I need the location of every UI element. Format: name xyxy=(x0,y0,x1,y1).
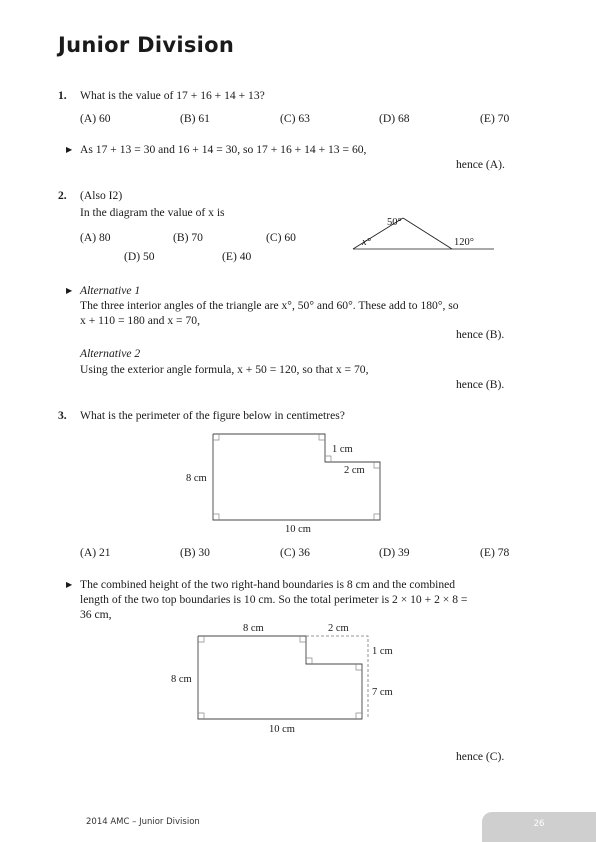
question-2-number: 2. xyxy=(58,189,67,202)
bullet-triangle-icon: ▶ xyxy=(66,286,73,295)
triangle-right-side xyxy=(403,218,452,249)
q3-option-d: (D) 39 xyxy=(379,546,410,559)
q3-solution-line-3: 36 cm, xyxy=(80,608,112,621)
figure-label-left: 8 cm xyxy=(186,473,207,484)
q1-solution: As 17 + 13 = 30 and 16 + 14 = 30, so 17 + 16 + 14 + 13 = 60, xyxy=(80,143,367,156)
solution-label-bottom: 10 cm xyxy=(269,724,295,735)
question-3-text: What is the perimeter of the figure below in centimetres? xyxy=(80,409,345,422)
solution-label-right-bottom: 7 cm xyxy=(372,687,393,698)
figure-label-bottom: 10 cm xyxy=(285,524,311,535)
bullet-triangle-icon: ▶ xyxy=(66,580,73,589)
q1-option-b: (B) 61 xyxy=(180,112,210,125)
q2-option-e: (E) 40 xyxy=(222,250,252,263)
alternative-1-line-2: x + 110 = 180 and x = 70, xyxy=(80,314,200,327)
question-1-text: What is the value of 17 + 16 + 14 + 13? xyxy=(80,89,265,102)
q3-option-e: (E) 78 xyxy=(480,546,510,559)
angle-label-x: x° xyxy=(362,237,371,248)
alternative-2-title: Alternative 2 xyxy=(80,347,141,360)
q1-option-a: (A) 60 xyxy=(80,112,111,125)
question-1-number: 1. xyxy=(58,89,67,102)
alternative-2-line-1: Using the exterior angle formula, x + 50 = 120, so that x = 70, xyxy=(80,363,369,376)
q2-option-d: (D) 50 xyxy=(124,250,155,263)
solution-figure-outline xyxy=(198,636,362,719)
q1-option-d: (D) 68 xyxy=(379,112,410,125)
alternative-2-answer: hence (B). xyxy=(456,378,505,391)
question-3-number: 3. xyxy=(58,409,67,422)
q1-option-e: (E) 70 xyxy=(480,112,510,125)
q2-option-b: (B) 70 xyxy=(173,231,203,244)
question-2-note: (Also I2) xyxy=(80,189,123,202)
figure-label-step-width: 2 cm xyxy=(344,465,365,476)
page-title: Junior Division xyxy=(58,33,235,57)
solution-label-top-left: 8 cm xyxy=(243,623,264,634)
figure-outline xyxy=(213,434,380,520)
q3-solution-line-2: length of the two top boundaries is 10 cm. So the total perimeter is 2 × 10 + 2 × 8 = xyxy=(80,593,468,606)
q2-option-c: (C) 60 xyxy=(266,231,296,244)
q2-option-a: (A) 80 xyxy=(80,231,111,244)
q3-option-b: (B) 30 xyxy=(180,546,210,559)
angle-label-top: 50° xyxy=(387,217,402,228)
solution-label-top-right: 2 cm xyxy=(328,623,349,634)
q3-option-a: (A) 21 xyxy=(80,546,111,559)
solution-figure xyxy=(165,620,405,740)
q3-answer: hence (C). xyxy=(456,750,505,763)
q1-option-c: (C) 63 xyxy=(280,112,310,125)
triangle-diagram xyxy=(340,208,510,258)
question-2-text: In the diagram the value of x is xyxy=(80,206,225,219)
q3-solution-line-1: The combined height of the two right-hand boundaries is 8 cm and the combined xyxy=(80,578,456,591)
figure-label-step-height: 1 cm xyxy=(332,444,353,455)
solution-label-left: 8 cm xyxy=(171,674,192,685)
page-number: 26 xyxy=(533,819,545,829)
perimeter-figure xyxy=(170,425,420,537)
alternative-1-title: Alternative 1 xyxy=(80,284,141,297)
bullet-triangle-icon: ▶ xyxy=(66,145,73,154)
footer-title: 2014 AMC – Junior Division xyxy=(86,817,200,827)
solution-dashed-extension xyxy=(306,636,368,719)
alternative-1-line-1: The three interior angles of the triangle are x°, 50° and 60°. These add to 180°, so xyxy=(80,299,459,312)
alternative-1-answer: hence (B). xyxy=(456,328,505,341)
angle-label-exterior: 120° xyxy=(454,237,474,248)
q3-option-c: (C) 36 xyxy=(280,546,310,559)
q1-answer: hence (A). xyxy=(456,158,505,171)
solution-label-right-step: 1 cm xyxy=(372,646,393,657)
